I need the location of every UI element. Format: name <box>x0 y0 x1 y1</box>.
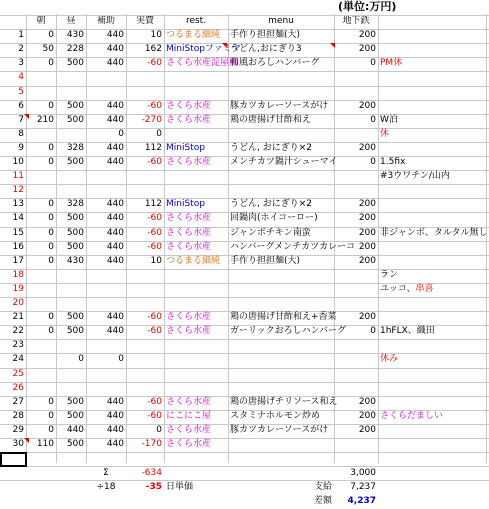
cell-note[interactable] <box>378 43 489 56</box>
cell-h[interactable]: 440 <box>106 115 124 125</box>
cell-m[interactable]: 0 <box>48 397 54 407</box>
cell-note[interactable] <box>378 212 489 225</box>
cell-menu[interactable] <box>228 438 334 451</box>
cell-h[interactable] <box>86 283 126 296</box>
cell-m[interactable]: 0 <box>48 411 54 421</box>
cell-a[interactable]: 10 <box>150 30 162 40</box>
cell-h[interactable] <box>86 170 126 183</box>
cell-note[interactable]: 非ジャンボ、タルタル無し <box>380 228 488 238</box>
cell-rest[interactable] <box>164 283 228 296</box>
cell-menu[interactable]: 手作り担担麺(大) <box>230 30 301 40</box>
cell-rest[interactable]: さくら水産 <box>166 115 212 125</box>
cell-n[interactable]: 19 <box>12 284 24 294</box>
cell-rest[interactable]: さくら水産 <box>166 425 212 435</box>
cell-rest[interactable] <box>164 368 228 381</box>
cell-note[interactable] <box>378 382 489 395</box>
cell-m[interactable] <box>26 283 56 296</box>
cell-a[interactable]: 10 <box>150 256 162 266</box>
cell-rest[interactable]: MiniStop <box>166 199 205 209</box>
comment-marker <box>24 114 29 119</box>
cell-m[interactable]: 0 <box>48 101 54 111</box>
cell-rest[interactable]: さくら水産 <box>166 312 212 322</box>
cell-note[interactable]: PM休 <box>380 58 403 68</box>
comment-marker <box>330 43 335 48</box>
cell-a[interactable]: -60 <box>147 228 162 238</box>
cell-note[interactable] <box>378 86 489 99</box>
cell-h[interactable]: 440 <box>106 58 124 68</box>
cell-l[interactable]: 328 <box>66 143 84 153</box>
cell-note[interactable] <box>378 368 489 381</box>
cell-note[interactable] <box>378 71 489 84</box>
cell-m[interactable]: 0 <box>48 143 54 153</box>
cell-l[interactable] <box>56 269 86 282</box>
cell-n[interactable]: 22 <box>12 326 24 336</box>
cell-m[interactable]: 0 <box>48 242 54 252</box>
cell-n[interactable]: 30 <box>12 439 24 449</box>
cell-l[interactable]: 500 <box>66 326 84 336</box>
grid-line-h <box>0 480 489 481</box>
cell-l[interactable] <box>56 184 86 197</box>
cell-a[interactable] <box>126 71 164 84</box>
cell-h[interactable]: 440 <box>106 312 124 322</box>
sub-total[interactable]: 3,000 <box>350 468 376 478</box>
cell-rest[interactable]: MiniStop <box>166 143 205 153</box>
cell-sub[interactable] <box>334 128 378 141</box>
cell-h[interactable]: 440 <box>106 213 124 223</box>
cell-l[interactable]: 500 <box>66 115 84 125</box>
note-part-highlight: 串喜 <box>415 284 434 294</box>
cell-sub[interactable]: 200 <box>358 44 376 54</box>
cell-a[interactable]: -170 <box>141 439 162 449</box>
cell-menu[interactable]: 手作り担担麺(大) <box>230 256 301 266</box>
cell-menu[interactable]: うどん,おにぎり3 <box>230 44 302 54</box>
cell-n[interactable]: 8 <box>18 129 24 139</box>
cell-h[interactable]: 440 <box>106 326 124 336</box>
cell-menu[interactable]: スタミナホルモン炒め <box>230 411 321 421</box>
cell-m[interactable]: 0 <box>48 312 54 322</box>
cell-n[interactable]: 10 <box>12 157 24 167</box>
cell-rest[interactable] <box>164 71 228 84</box>
cell-menu[interactable]: 豚カツカレーソースがけ <box>230 425 329 435</box>
cell-m[interactable] <box>26 353 56 366</box>
cell-rest[interactable]: さくら水産 <box>166 101 212 111</box>
cell-sub[interactable] <box>334 71 378 84</box>
cell-rest[interactable] <box>164 339 228 352</box>
sigma-actual[interactable]: -634 <box>141 468 162 478</box>
cell-note[interactable]: 1hFLX、織田 <box>380 326 435 336</box>
cell-sub[interactable] <box>334 297 378 310</box>
cell-a[interactable]: -60 <box>147 312 162 322</box>
daily-label[interactable]: 日単価 <box>166 482 194 492</box>
cell-l[interactable]: 500 <box>66 439 84 449</box>
cell-rest[interactable]: さくら水産 <box>166 326 212 336</box>
sigma-label[interactable]: Σ <box>103 468 109 478</box>
cell-l[interactable]: 500 <box>66 242 84 252</box>
cell-a[interactable]: -60 <box>147 411 162 421</box>
cell-sub[interactable] <box>334 283 378 296</box>
cell-n[interactable]: 18 <box>12 270 24 280</box>
cell-menu[interactable]: 鶏の唐揚げ甘酢和え <box>230 115 312 125</box>
cell-rest[interactable] <box>164 128 228 141</box>
cell-a[interactable] <box>126 283 164 296</box>
cell-l[interactable]: 228 <box>66 44 84 54</box>
cell-n[interactable]: 5 <box>18 87 24 97</box>
cell-l[interactable]: 500 <box>66 213 84 223</box>
cell-m[interactable]: 0 <box>48 213 54 223</box>
cell-rest[interactable] <box>164 382 228 395</box>
cell-rest[interactable]: さくら水産 <box>166 213 212 223</box>
cell-rest[interactable]: MiniStopファミマ <box>166 44 241 54</box>
cell-m[interactable] <box>26 368 56 381</box>
cell-m[interactable]: 0 <box>48 228 54 238</box>
cell-n[interactable]: 16 <box>12 242 24 252</box>
cell-n[interactable]: 25 <box>12 369 24 379</box>
cell-n[interactable]: 6 <box>18 101 24 111</box>
cell-menu[interactable]: 鶏の唐揚げ甘酢和え+香菜 <box>230 312 337 322</box>
cell-l[interactable] <box>56 297 86 310</box>
cell-note[interactable]: W泊 <box>380 115 398 125</box>
cell-menu[interactable]: 和風おろしハンバーグ <box>230 58 320 68</box>
cell-sub[interactable]: 200 <box>358 101 376 111</box>
cell-m[interactable]: 0 <box>48 199 54 209</box>
cell-note[interactable] <box>378 396 489 409</box>
cell-sub[interactable]: 200 <box>358 242 376 252</box>
cell-sub[interactable]: 200 <box>358 30 376 40</box>
cell-h[interactable]: 440 <box>106 228 124 238</box>
cell-rest[interactable]: にこにこ屋 <box>166 411 212 421</box>
cell-a[interactable] <box>126 382 164 395</box>
cell-n[interactable]: 7 <box>18 115 24 125</box>
grid-line-h <box>0 15 489 16</box>
cell-a[interactable]: -60 <box>147 326 162 336</box>
cell-n[interactable]: 3 <box>18 58 24 68</box>
cell-menu[interactable]: ハンバーグメンチカツカレーコ <box>230 242 356 252</box>
cell-l[interactable]: 500 <box>66 157 84 167</box>
pay-label[interactable]: 支給 <box>313 482 332 492</box>
cell-h[interactable]: 440 <box>106 157 124 167</box>
cell-m[interactable]: 0 <box>48 425 54 435</box>
cell-m[interactable] <box>26 128 56 141</box>
cell-a[interactable] <box>126 184 164 197</box>
cell-menu[interactable]: 回鍋肉(ホイコーロー) <box>230 213 318 223</box>
cell-menu[interactable]: ジャンボチキン南蛮 <box>230 228 311 238</box>
cell-l[interactable] <box>56 339 86 352</box>
cell-note[interactable] <box>378 184 489 197</box>
cell-sub[interactable]: 200 <box>358 228 376 238</box>
cell-h[interactable]: 440 <box>106 44 124 54</box>
header-subsidy[interactable]: 補助 <box>96 16 115 26</box>
cell-a[interactable]: -60 <box>147 101 162 111</box>
cell-note[interactable] <box>378 438 489 451</box>
cell-a[interactable]: 0 <box>156 129 162 139</box>
cell-h[interactable]: 440 <box>106 242 124 252</box>
cell-note[interactable] <box>378 142 489 155</box>
cell-note[interactable] <box>378 283 489 296</box>
cell-l[interactable]: 0 <box>78 354 84 364</box>
header-sub[interactable]: 地下鉄 <box>342 16 370 26</box>
cell-rest[interactable]: さくら水産 <box>166 242 212 252</box>
cell-sub[interactable] <box>334 269 378 282</box>
cell-n[interactable]: 13 <box>12 199 24 209</box>
divide-label[interactable]: ÷18 <box>96 482 116 492</box>
cell-menu[interactable] <box>228 382 334 395</box>
cell-m[interactable]: 0 <box>48 30 54 40</box>
cell-m[interactable]: 210 <box>36 115 54 125</box>
cell-sub[interactable]: 200 <box>358 397 376 407</box>
cell-l[interactable]: 440 <box>66 425 84 435</box>
cell-a[interactable] <box>126 339 164 352</box>
cell-sub[interactable]: 200 <box>358 213 376 223</box>
cell-menu[interactable] <box>228 86 334 99</box>
cell-n[interactable]: 23 <box>12 340 24 350</box>
cell-sub[interactable]: 200 <box>358 312 376 322</box>
cell-sub[interactable]: 200 <box>358 256 376 266</box>
cell-menu[interactable] <box>228 283 334 296</box>
comment-marker <box>24 438 29 443</box>
cell-h[interactable] <box>86 184 126 197</box>
cell-n[interactable]: 21 <box>12 312 24 322</box>
diff-value[interactable]: 4,237 <box>347 496 376 506</box>
unit-label: (単位:万円) <box>338 0 397 13</box>
cell-a[interactable]: -60 <box>147 58 162 68</box>
cell-l[interactable]: 500 <box>66 228 84 238</box>
cell-sub[interactable]: 0 <box>370 58 376 68</box>
cell-m[interactable]: 50 <box>42 44 54 54</box>
cell-m[interactable] <box>26 71 56 84</box>
cell-h[interactable]: 440 <box>106 143 124 153</box>
cell-sub[interactable] <box>334 86 378 99</box>
cell-l[interactable] <box>56 170 86 183</box>
cell-note[interactable]: 休 <box>380 129 390 139</box>
cell-n[interactable]: 1 <box>18 30 24 40</box>
cell-m[interactable]: 0 <box>48 157 54 167</box>
cell-note[interactable] <box>378 198 489 211</box>
cell-sub[interactable] <box>334 184 378 197</box>
cell-rest[interactable] <box>164 269 228 282</box>
cell-sub[interactable]: 200 <box>358 411 376 421</box>
cell-sub[interactable] <box>334 339 378 352</box>
cell-n[interactable]: 29 <box>12 425 24 435</box>
cell-rest[interactable] <box>164 353 228 366</box>
cell-l[interactable]: 500 <box>66 101 84 111</box>
cell-h[interactable]: 440 <box>106 397 124 407</box>
cell-rest[interactable] <box>164 184 228 197</box>
daily-average[interactable]: -35 <box>145 482 162 492</box>
cell-note[interactable] <box>378 100 489 113</box>
cell-sub[interactable] <box>334 368 378 381</box>
cell-note[interactable]: 1.5fix <box>380 157 406 167</box>
cell-rest[interactable]: さくら水産 <box>166 439 212 449</box>
cell-menu[interactable]: 豚カツカレーソースがけ <box>230 101 329 111</box>
cell-menu[interactable] <box>228 269 334 282</box>
cell-a[interactable]: -60 <box>147 397 162 407</box>
cell-menu[interactable] <box>228 71 334 84</box>
cell-h[interactable]: 0 <box>118 129 124 139</box>
cell-l[interactable] <box>56 86 86 99</box>
cell-rest[interactable]: さくら水産 <box>166 228 212 238</box>
cell-sub[interactable]: 0 <box>370 115 376 125</box>
grid-line-h <box>0 466 489 467</box>
cell-h[interactable]: 0 <box>118 354 124 364</box>
cell-m[interactable] <box>26 297 56 310</box>
cell-h[interactable] <box>86 86 126 99</box>
cell-a[interactable]: 112 <box>144 199 162 209</box>
cell-n[interactable]: 12 <box>12 185 24 195</box>
cell-n[interactable]: 4 <box>18 72 24 82</box>
cell-l[interactable]: 500 <box>66 312 84 322</box>
cell-h[interactable]: 440 <box>106 199 124 209</box>
cell-l[interactable] <box>56 382 86 395</box>
cell-l[interactable]: 430 <box>66 256 84 266</box>
cell-a[interactable] <box>126 86 164 99</box>
cell-menu[interactable] <box>228 339 334 352</box>
cell-n[interactable]: 24 <box>12 354 24 364</box>
cell-n[interactable]: 27 <box>12 397 24 407</box>
cell-m[interactable]: 0 <box>48 58 54 68</box>
cell-rest[interactable]: つるまる細純 <box>166 256 221 266</box>
cell-l[interactable] <box>56 71 86 84</box>
cell-note[interactable] <box>378 29 489 42</box>
cell-l[interactable] <box>56 128 86 141</box>
cell-note[interactable] <box>378 339 489 352</box>
cell-rest[interactable]: さくら水産 <box>166 397 212 407</box>
cell-sub[interactable]: 200 <box>358 425 376 435</box>
cell-m[interactable]: 0 <box>48 256 54 266</box>
cell-h[interactable] <box>86 297 126 310</box>
cell-a[interactable] <box>126 353 164 366</box>
cell-a[interactable]: 112 <box>144 143 162 153</box>
cell-sub[interactable] <box>334 382 378 395</box>
cell-sub[interactable] <box>334 353 378 366</box>
cell-h[interactable]: 440 <box>106 439 124 449</box>
header-actual[interactable]: 実費 <box>135 16 154 26</box>
cell-menu[interactable] <box>228 128 334 141</box>
cell-menu[interactable]: うどん, おにぎり×2 <box>230 143 312 153</box>
cell-rest[interactable] <box>164 297 228 310</box>
cell-m[interactable]: 0 <box>48 326 54 336</box>
cell-m[interactable]: 110 <box>36 439 54 449</box>
cell-note[interactable]: さくらだましい <box>380 411 444 421</box>
grid-line-h <box>0 452 489 453</box>
cell-a[interactable]: 162 <box>144 44 162 54</box>
cell-a[interactable] <box>126 269 164 282</box>
cell-menu[interactable] <box>228 353 334 366</box>
cell-h[interactable] <box>86 71 126 84</box>
cell-m[interactable] <box>26 269 56 282</box>
cell-m[interactable] <box>26 86 56 99</box>
cell-l[interactable] <box>56 368 86 381</box>
cell-h[interactable]: 440 <box>106 30 124 40</box>
cell-n[interactable]: 17 <box>12 256 24 266</box>
cell-a[interactable]: -60 <box>147 242 162 252</box>
cell-m[interactable] <box>26 339 56 352</box>
cell-h[interactable] <box>86 368 126 381</box>
cell-l[interactable]: 500 <box>66 411 84 421</box>
cell-n[interactable]: 15 <box>12 228 24 238</box>
diff-label[interactable]: 差額 <box>313 496 332 506</box>
cell-note[interactable] <box>378 424 489 437</box>
cell-note[interactable]: 休み <box>380 354 399 364</box>
cell-n[interactable]: 26 <box>12 383 24 393</box>
cell-a[interactable]: 0 <box>156 425 162 435</box>
cell-m[interactable] <box>26 184 56 197</box>
cell-a[interactable] <box>126 368 164 381</box>
cell-menu[interactable]: うどん, おにぎり×2 <box>230 199 312 209</box>
cell-rest[interactable] <box>164 86 228 99</box>
cell-a[interactable] <box>126 297 164 310</box>
cell-h[interactable]: 440 <box>106 411 124 421</box>
cell-n[interactable]: 9 <box>18 143 24 153</box>
cell-h[interactable]: 440 <box>106 256 124 266</box>
cell-a[interactable]: -60 <box>147 213 162 223</box>
cell-rest[interactable] <box>164 170 228 183</box>
cell-menu[interactable] <box>228 184 334 197</box>
note-part: ユッコ、 <box>380 284 416 294</box>
cell-sub[interactable] <box>334 170 378 183</box>
cell-menu[interactable]: 鶏の唐揚げチリソース和え <box>230 397 338 407</box>
cell-l[interactable]: 430 <box>66 30 84 40</box>
cell-a[interactable] <box>126 170 164 183</box>
cell-h[interactable]: 440 <box>106 425 124 435</box>
cell-menu[interactable] <box>228 297 334 310</box>
cell-n[interactable]: 20 <box>12 298 24 308</box>
header-morning[interactable]: 朝 <box>36 16 46 26</box>
header-rest[interactable]: rest. <box>185 16 207 26</box>
cell-menu[interactable]: メンチカツ鍋汁シューマイ <box>230 157 338 167</box>
cell-l[interactable]: 328 <box>66 199 84 209</box>
cell-l[interactable]: 500 <box>66 58 84 68</box>
cell-menu[interactable] <box>228 368 334 381</box>
cell-a[interactable]: -60 <box>147 157 162 167</box>
cell-a[interactable]: -270 <box>141 115 162 125</box>
cell-h[interactable] <box>86 382 126 395</box>
cell-rest[interactable]: さくら水産淀屋橋 <box>166 58 239 68</box>
header-lunch[interactable]: 昼 <box>66 16 76 26</box>
cell-m[interactable] <box>26 382 56 395</box>
cell-l[interactable] <box>56 283 86 296</box>
cell-note[interactable] <box>378 241 489 254</box>
cell-sub[interactable]: 200 <box>358 143 376 153</box>
cell-sub[interactable]: 200 <box>358 199 376 209</box>
cell-h[interactable] <box>86 269 126 282</box>
comment-marker <box>222 43 227 48</box>
cell-h[interactable]: 440 <box>106 101 124 111</box>
cell-menu[interactable] <box>228 170 334 183</box>
cell-sub[interactable]: 0 <box>370 157 376 167</box>
cell-l[interactable]: 500 <box>66 397 84 407</box>
selected-cell[interactable] <box>0 452 27 467</box>
cell-menu[interactable]: ガーリックおろしハンバーグ <box>230 326 347 336</box>
cell-note[interactable] <box>378 255 489 268</box>
pay-value[interactable]: 7,237 <box>350 482 376 492</box>
cell-sub[interactable] <box>334 438 378 451</box>
cell-h[interactable] <box>86 339 126 352</box>
cell-note[interactable] <box>378 311 489 324</box>
cell-rest[interactable]: つるまる細純 <box>166 30 221 40</box>
cell-m[interactable] <box>26 170 56 183</box>
cell-n[interactable]: 2 <box>18 44 24 54</box>
cell-note[interactable]: ラン <box>380 270 399 280</box>
cell-sub[interactable]: 0 <box>370 326 376 336</box>
cell-rest[interactable]: さくら水産 <box>166 157 212 167</box>
cell-note[interactable]: #3ウワチン/山内 <box>380 171 450 181</box>
cell-n[interactable]: 11 <box>12 171 24 181</box>
cell-n[interactable]: 14 <box>12 213 24 223</box>
header-menu[interactable]: menu <box>268 16 294 26</box>
cell-n[interactable]: 28 <box>12 411 24 421</box>
cell-note[interactable] <box>378 297 489 310</box>
